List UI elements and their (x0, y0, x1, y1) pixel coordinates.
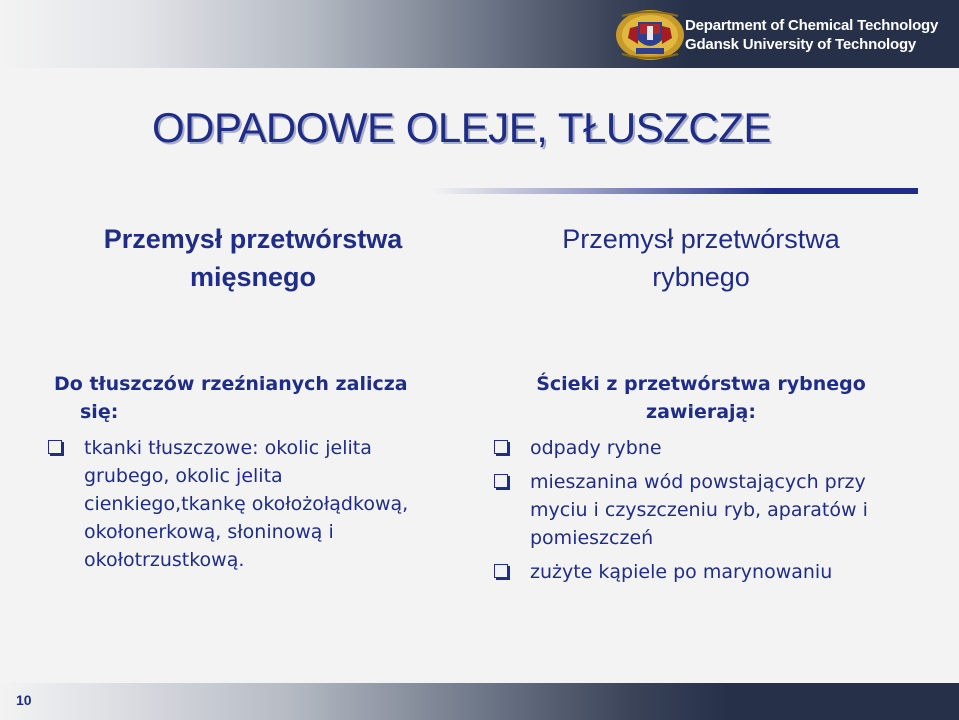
right-block-heading (495, 370, 907, 426)
right-heading-line-1: Przemysł przetwórstwa (562, 224, 840, 254)
left-heading-line-2: mięsnego (189, 262, 317, 292)
bullet-text: zużyte kąpiele po marynowaniu (530, 561, 833, 583)
right-heading-line-2: rybnego (652, 262, 750, 292)
checkbox-bullet-icon (48, 440, 62, 454)
department-name (685, 16, 938, 54)
right-column-heading (495, 220, 907, 296)
checkbox-bullet-icon (494, 564, 508, 578)
left-block-heading-line-1: Do tłuszczów rzeźnianych zalicza (54, 373, 408, 395)
left-block-heading-line-2: się: (80, 401, 119, 423)
list-item (494, 468, 914, 552)
bullet-text: mieszanina wód powstających przy myciu i czyszczeniu ryb, aparatów i pomieszczeń (530, 471, 868, 549)
page-number: 10 (16, 692, 32, 708)
left-bullet-list (48, 434, 448, 580)
footer-bar (0, 683, 959, 720)
checkbox-bullet-icon (494, 474, 508, 488)
list-item (494, 558, 914, 586)
title-underline (432, 188, 918, 194)
left-heading-line-1: Przemysł przetwórstwa (103, 224, 403, 254)
right-block-heading-line-1: Ścieki z przetwórstwa rybnego (536, 373, 866, 395)
right-block-heading-line-2: zawierają: (646, 401, 756, 423)
left-column-heading (50, 220, 456, 296)
list-item (48, 434, 448, 574)
left-block-heading (54, 370, 454, 426)
university-crest-logo (614, 8, 686, 62)
department-line-1: Department of Chemical Technology (685, 17, 939, 34)
checkbox-bullet-icon (494, 440, 508, 454)
list-item (494, 434, 914, 462)
department-line-2: Gdansk University of Technology (685, 36, 917, 53)
right-bullet-list (494, 434, 914, 592)
bullet-text: tkanki tłuszczowe: okolic jelita grubego, okolic jelita cienkiego,tkankę okołożołądkową, okołonerkową, słoninową i okołotrzustkową. (84, 437, 409, 571)
slide-title: ODPADOWE OLEJE, TŁUSZCZE (152, 104, 771, 151)
bullet-text: odpady rybne (530, 437, 662, 459)
